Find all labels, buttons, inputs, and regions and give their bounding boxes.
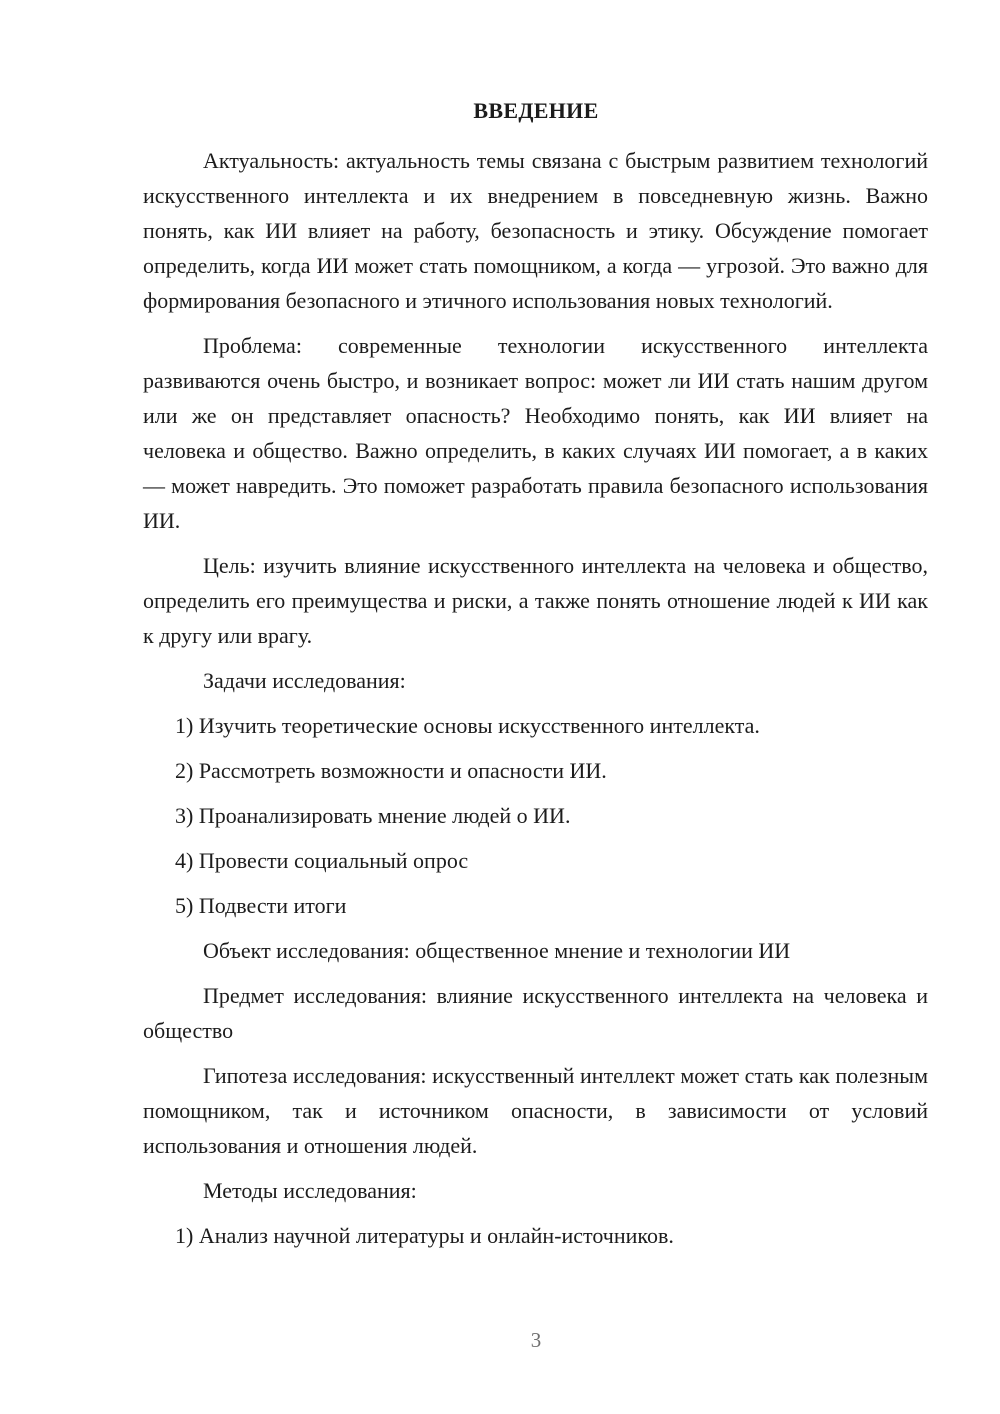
document-body [143, 143, 928, 1263]
tasks-heading: Задачи исследования: [203, 668, 406, 693]
paragraph-subject: Предмет исследования: влияние искусственного интеллекта на человека и общество [143, 983, 928, 1043]
task-item: 3) Проанализировать мнение людей о ИИ. [175, 803, 571, 828]
paragraph-problem: Проблема: современные технологии искусственного интеллекта развиваются очень быстро, и возникает вопрос: может ли ИИ стать нашим другом или же он представляет опасность? Необходимо понять, как ИИ влияет на человека и общество. Важно определить, в каких случаях ИИ помогает, а в каких — может навредить. Это поможет разработать правила безопасного использования ИИ. [143, 333, 928, 533]
task-item: 1) Изучить теоретические основы искусственного интеллекта. [175, 713, 760, 738]
page-number: 3 [530, 1328, 542, 1352]
paragraph-goal: Цель: изучить влияние искусственного интеллекта на человека и общество, определить его преимущества и риски, а также понять отношение людей к ИИ как к другу или врагу. [143, 553, 928, 648]
task-item: 4) Провести социальный опрос [175, 848, 469, 873]
paragraph-object: Объект исследования: общественное мнение и технологии ИИ [203, 938, 791, 963]
task-item: 2) Рассмотреть возможности и опасности ИИ. [175, 758, 607, 783]
section-heading: ВВЕДЕНИЕ [473, 98, 599, 123]
paragraph-relevance: Актуальность: актуальность темы связана с быстрым развитием технологий искусственного интеллекта и их внедрением в повседневную жизнь. Важно понять, как ИИ влияет на работу, безопасность и этику. Обсуждение помогает определить, когда ИИ может стать помощником, а когда — угрозой. Это важно для формирования безопасного и этичного использования новых технологий. [143, 148, 928, 313]
paragraph-hypothesis: Гипотеза исследования: искусственный интеллект может стать как полезным помощником, так и источником опасности, в зависимости от условий использования и отношения людей. [143, 1063, 928, 1158]
method-item: 1) Анализ научной литературы и онлайн-источников. [175, 1223, 674, 1248]
methods-heading: Методы исследования: [203, 1178, 417, 1203]
task-item: 5) Подвести итоги [175, 893, 347, 918]
